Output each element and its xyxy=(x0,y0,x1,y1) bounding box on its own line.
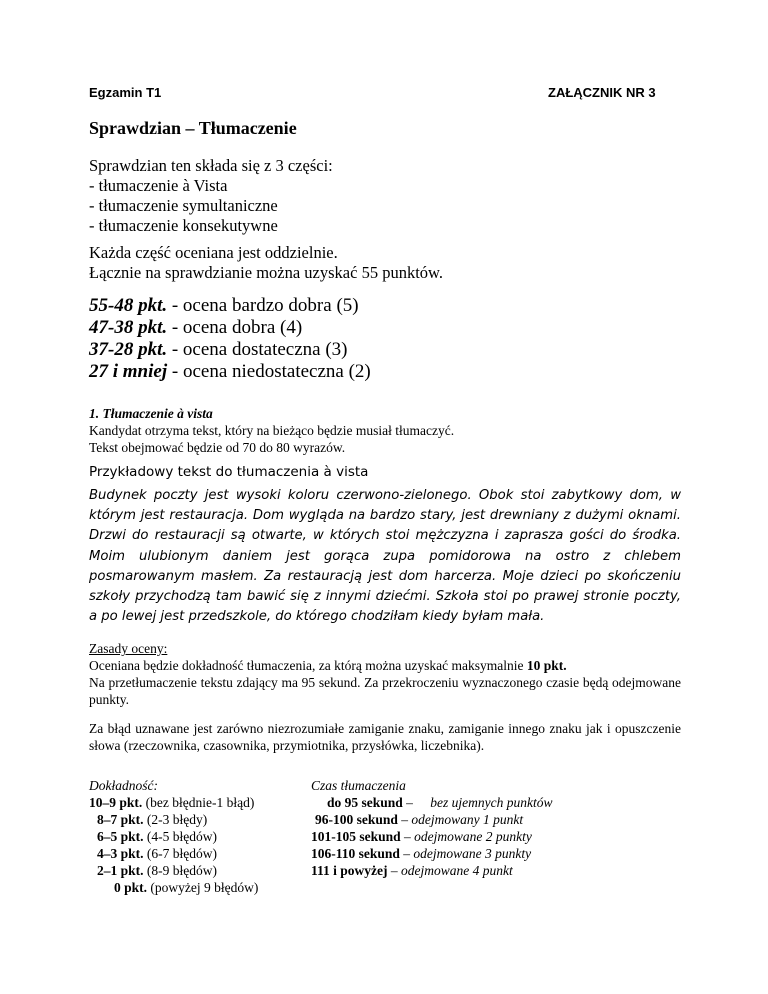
accuracy-points: 2–1 pkt. xyxy=(97,863,144,878)
header-exam-label: Egzamin T1 xyxy=(89,85,162,100)
grade-label: - ocena dostateczna (3) xyxy=(167,339,348,360)
time-row xyxy=(311,794,553,811)
accuracy-row xyxy=(89,828,258,845)
header-attachment-label: ZAŁĄCZNIK NR 3 xyxy=(548,85,656,100)
accuracy-desc: (2-3 błędy) xyxy=(143,812,208,827)
error-definition: Za błąd uznawane jest zarówno niezrozumiałe zamiganie znaku, zamiganie innego znaku jak i opuszczenie słowa (rzeczownika, czasownika, przymiotnika, przysłówka, liczebnika). xyxy=(89,721,681,753)
grade-label: - ocena bardzo dobra (5) xyxy=(167,295,359,316)
page-title: Sprawdzian – Tłumaczenie xyxy=(89,118,297,138)
scoring-block xyxy=(89,243,443,283)
accuracy-row xyxy=(89,845,258,862)
accuracy-points: 8–7 pkt. xyxy=(97,812,144,827)
time-separator: – xyxy=(387,863,401,878)
rules-time: Na przetłumaczenie tekstu zdający ma 95 sekund. Za przekroczeniu wyznaczonego czasie będą odejmowane punkty. xyxy=(89,675,681,707)
section-1-line: Kandydat otrzyma tekst, który na bieżąco będzie musiał tłumaczyć. xyxy=(89,423,455,438)
time-row xyxy=(311,828,553,845)
accuracy-row xyxy=(89,794,258,811)
accuracy-points: 10–9 pkt. xyxy=(89,795,143,810)
rules-block xyxy=(89,640,681,708)
rules-accuracy xyxy=(89,657,681,674)
time-range: 96-100 sekund xyxy=(315,812,398,827)
time-range: 106-110 sekund xyxy=(311,846,400,861)
grade-range: 55-48 pkt. xyxy=(89,295,168,316)
accuracy-points: 4–3 pkt. xyxy=(97,846,144,861)
time-range: 111 i powyżej xyxy=(311,863,388,878)
grade-range: 47-38 pkt. xyxy=(89,317,168,338)
section-1-line: Tekst obejmować będzie od 70 do 80 wyrazów. xyxy=(89,440,346,455)
time-separator: – xyxy=(399,846,414,861)
time-penalty: bez ujemnych punktów xyxy=(430,795,553,810)
time-row xyxy=(311,845,553,862)
accuracy-desc: (6-7 błędów) xyxy=(143,846,217,861)
accuracy-row xyxy=(89,862,258,879)
section-1 xyxy=(89,405,454,456)
time-penalty: odejmowane 2 punkty xyxy=(414,829,532,844)
accuracy-desc: (bez błędnie-1 błąd) xyxy=(142,795,255,810)
time-separator: – xyxy=(397,812,412,827)
accuracy-points: 6–5 pkt. xyxy=(97,829,144,844)
intro-item: - tłumaczenie konsekutywne xyxy=(89,216,278,235)
accuracy-desc: (powyżej 9 błędów) xyxy=(147,880,259,895)
accuracy-heading: Dokładność: xyxy=(89,778,158,793)
sample-heading: Przykładowy tekst do tłumaczenia à vista xyxy=(89,464,369,480)
section-1-heading: 1. Tłumaczenie à vista xyxy=(89,406,213,421)
accuracy-row xyxy=(89,879,258,896)
grade-scale xyxy=(89,295,371,383)
grade-row xyxy=(89,317,371,339)
time-table xyxy=(311,777,553,879)
time-separator: – xyxy=(402,795,417,810)
time-row xyxy=(311,811,553,828)
intro-item: - tłumaczenie symultaniczne xyxy=(89,196,278,215)
scoring-line: Każda część oceniana jest oddzielnie. xyxy=(89,243,338,262)
intro-block xyxy=(89,156,333,236)
time-penalty: odejmowane 3 punkty xyxy=(413,846,532,861)
time-heading: Czas tłumaczenia xyxy=(311,778,406,793)
rules-heading: Zasady oceny: xyxy=(89,641,168,656)
rules-accuracy-max: 10 pkt. xyxy=(526,658,567,673)
grade-range: 37-28 pkt. xyxy=(89,339,168,360)
accuracy-row xyxy=(89,811,258,828)
time-row xyxy=(311,862,553,879)
intro-item: - tłumaczenie à Vista xyxy=(89,176,228,195)
time-separator: – xyxy=(400,829,415,844)
grade-label: - ocena niedostateczna (2) xyxy=(167,361,371,382)
grade-row xyxy=(89,361,371,383)
intro-lead: Sprawdzian ten składa się z 3 części: xyxy=(89,156,333,175)
grade-label: - ocena dobra (4) xyxy=(167,317,303,338)
time-penalty: odejmowane 4 punkt xyxy=(401,863,513,878)
accuracy-desc: (4-5 błędów) xyxy=(143,829,217,844)
grade-row xyxy=(89,295,371,317)
sample-text: Budynek poczty jest wysoki koloru czerwono-zielonego. Obok stoi zabytkowy dom, w którym jest restauracja. Dom wygląda na bardzo stary, jest drewniany z dużymi oknami. Drzwi do restauracji są otwarte, w których stoi mężczyzna i zaprasza gości do środka. Moim ulubionym daniem jest gorąca zupa pomidorowa na ostro z chlebem posmarowanym masłem. Za restauracją jest dom harcerza. Moje dzieci po skończeniu szkoły przychodzą tam bawić się z innymi dziećmi. Szkoła stoi po prawej stronie poczty, a po lewej jest przedszkole, do którego chodziłam kiedy byłam mała. xyxy=(89,488,681,625)
accuracy-desc: (8-9 błędów) xyxy=(143,863,217,878)
time-penalty: odejmowany 1 punkt xyxy=(411,812,524,827)
grade-row xyxy=(89,339,371,361)
accuracy-table xyxy=(89,777,258,896)
time-range: 101-105 sekund xyxy=(311,829,401,844)
time-range: do 95 sekund xyxy=(327,795,403,810)
grade-range: 27 i mniej xyxy=(89,361,168,382)
rules-accuracy-text: Oceniana będzie dokładność tłumaczenia, za którą można uzyskać maksymalnie xyxy=(89,658,527,673)
accuracy-points: 0 pkt. xyxy=(114,880,148,895)
scoring-line: Łącznie na sprawdzianie można uzyskać 55 punktów. xyxy=(89,263,444,282)
